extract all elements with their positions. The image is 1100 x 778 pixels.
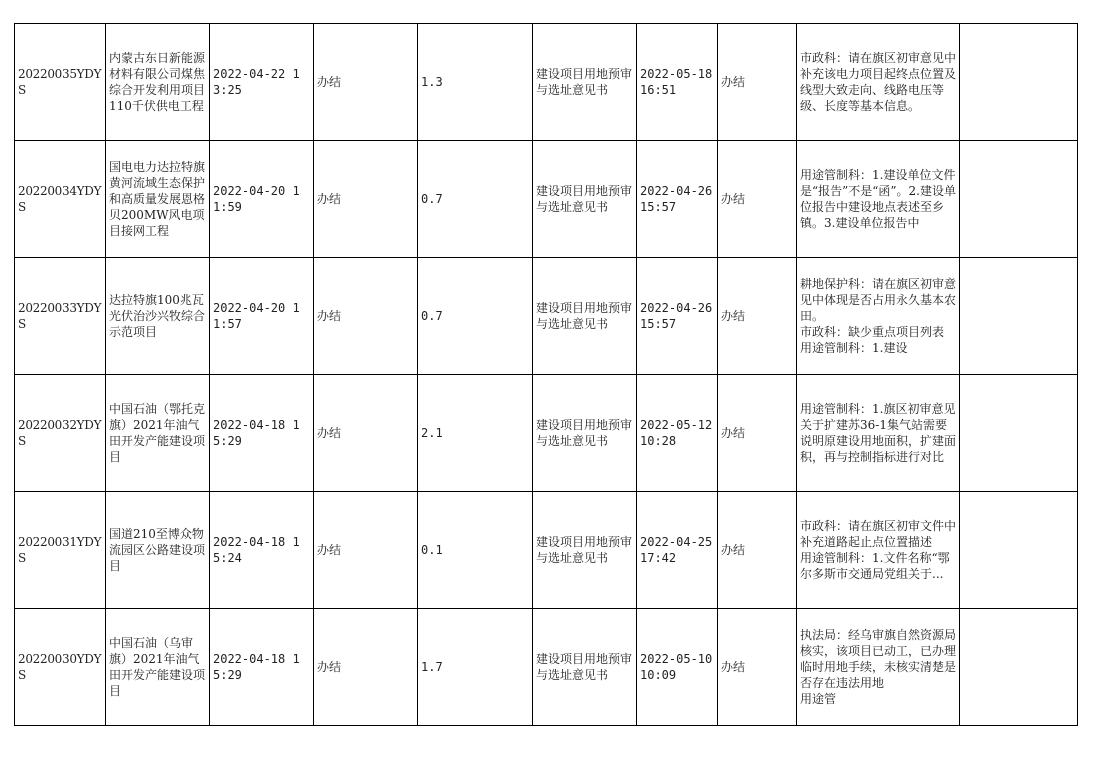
finish-time-cell: 2022-04-25 17:42 — [637, 492, 718, 609]
finish-time-cell: 2022-05-18 16:51 — [637, 24, 718, 141]
submit-time-cell: 2022-04-22 13:25 — [210, 24, 314, 141]
empty-cell — [960, 258, 1078, 375]
table-row — [15, 141, 1078, 258]
finish-time-cell: 2022-04-26 15:57 — [637, 258, 718, 375]
approval-type-cell: 建设项目用地预审与选址意见书 — [533, 24, 637, 141]
project-name-cell: 达拉特旗100兆瓦光伏治沙兴牧综合示范项目 — [106, 258, 210, 375]
empty-cell — [960, 375, 1078, 492]
submit-time-cell: 2022-04-20 11:59 — [210, 141, 314, 258]
area-cell: 1.3 — [418, 24, 533, 141]
area-cell: 0.1 — [418, 492, 533, 609]
submit-time-cell: 2022-04-18 15:29 — [210, 375, 314, 492]
table-body — [15, 24, 1078, 726]
status-cell: 办结 — [314, 24, 418, 141]
table-row — [15, 258, 1078, 375]
submit-time-cell: 2022-04-20 11:57 — [210, 258, 314, 375]
area-cell: 0.7 — [418, 258, 533, 375]
status-cell: 办结 — [314, 492, 418, 609]
review-note-cell: 市政科：请在旗区初审文件中补充道路起止点位置描述 用途管制科：1.文件名称“鄂尔多斯市交通局党组关于... — [797, 492, 960, 609]
review-note-cell: 执法局：经乌审旗自然资源局核实，该项目已动工，已办理临时用地手续，未核实清楚是否存在违法用地 用途管 — [797, 609, 960, 726]
approval-type-cell: 建设项目用地预审与选址意见书 — [533, 141, 637, 258]
area-cell: 2.1 — [418, 375, 533, 492]
area-cell: 0.7 — [418, 141, 533, 258]
status-cell: 办结 — [314, 609, 418, 726]
status-cell: 办结 — [314, 258, 418, 375]
project-name-cell: 中国石油（鄂托克旗）2021年油气田开发产能建设项目 — [106, 375, 210, 492]
approval-type-cell: 建设项目用地预审与选址意见书 — [533, 492, 637, 609]
submit-time-cell: 2022-04-18 15:24 — [210, 492, 314, 609]
record-id-cell: 20220035YDYS — [15, 24, 106, 141]
table-row — [15, 492, 1078, 609]
record-id-cell: 20220033YDYS — [15, 258, 106, 375]
empty-cell — [960, 24, 1078, 141]
project-name-cell: 国电电力达拉特旗黄河流域生态保护和高质量发展恩格贝200MW风电项目接网工程 — [106, 141, 210, 258]
project-name-cell: 内蒙古东日新能源材料有限公司煤焦综合开发利用项目110千伏供电工程 — [106, 24, 210, 141]
table-row — [15, 24, 1078, 141]
approval-type-cell: 建设项目用地预审与选址意见书 — [533, 375, 637, 492]
finish-time-cell: 2022-04-26 15:57 — [637, 141, 718, 258]
table-row — [15, 375, 1078, 492]
record-id-cell: 20220031YDYS — [15, 492, 106, 609]
result-status-cell: 办结 — [718, 492, 797, 609]
empty-cell — [960, 609, 1078, 726]
review-note-cell: 用途管制科：1.建设单位文件是“报告”不是“函”。2.建设单位报告中建设地点表述至乡镇。3.建设单位报告中 — [797, 141, 960, 258]
status-cell: 办结 — [314, 141, 418, 258]
record-id-cell: 20220032YDYS — [15, 375, 106, 492]
review-note-cell: 市政科：请在旗区初审意见中补充该电力项目起终点位置及线型大致走向、线路电压等级、长度等基本信息。 — [797, 24, 960, 141]
review-note-cell: 用途管制科：1.旗区初审意见关于扩建苏36-1集气站需要说明原建设用地面积，扩建面积，再与控制指标进行对比 — [797, 375, 960, 492]
project-name-cell: 中国石油（乌审旗）2021年油气田开发产能建设项目 — [106, 609, 210, 726]
empty-cell — [960, 492, 1078, 609]
submit-time-cell: 2022-04-18 15:29 — [210, 609, 314, 726]
result-status-cell: 办结 — [718, 141, 797, 258]
review-note-cell: 耕地保护科：请在旗区初审意见中体现是否占用永久基本农田。 市政科：缺少重点项目列表 用途管制科：1.建设 — [797, 258, 960, 375]
empty-cell — [960, 141, 1078, 258]
finish-time-cell: 2022-05-12 10:28 — [637, 375, 718, 492]
result-status-cell: 办结 — [718, 24, 797, 141]
result-status-cell: 办结 — [718, 609, 797, 726]
approval-type-cell: 建设项目用地预审与选址意见书 — [533, 258, 637, 375]
project-name-cell: 国道210至博众物流园区公路建设项目 — [106, 492, 210, 609]
table-row — [15, 609, 1078, 726]
result-status-cell: 办结 — [718, 375, 797, 492]
area-cell: 1.7 — [418, 609, 533, 726]
status-cell: 办结 — [314, 375, 418, 492]
result-status-cell: 办结 — [718, 258, 797, 375]
record-id-cell: 20220030YDYS — [15, 609, 106, 726]
record-id-cell: 20220034YDYS — [15, 141, 106, 258]
approval-type-cell: 建设项目用地预审与选址意见书 — [533, 609, 637, 726]
finish-time-cell: 2022-05-10 10:09 — [637, 609, 718, 726]
records-table — [14, 23, 1078, 726]
